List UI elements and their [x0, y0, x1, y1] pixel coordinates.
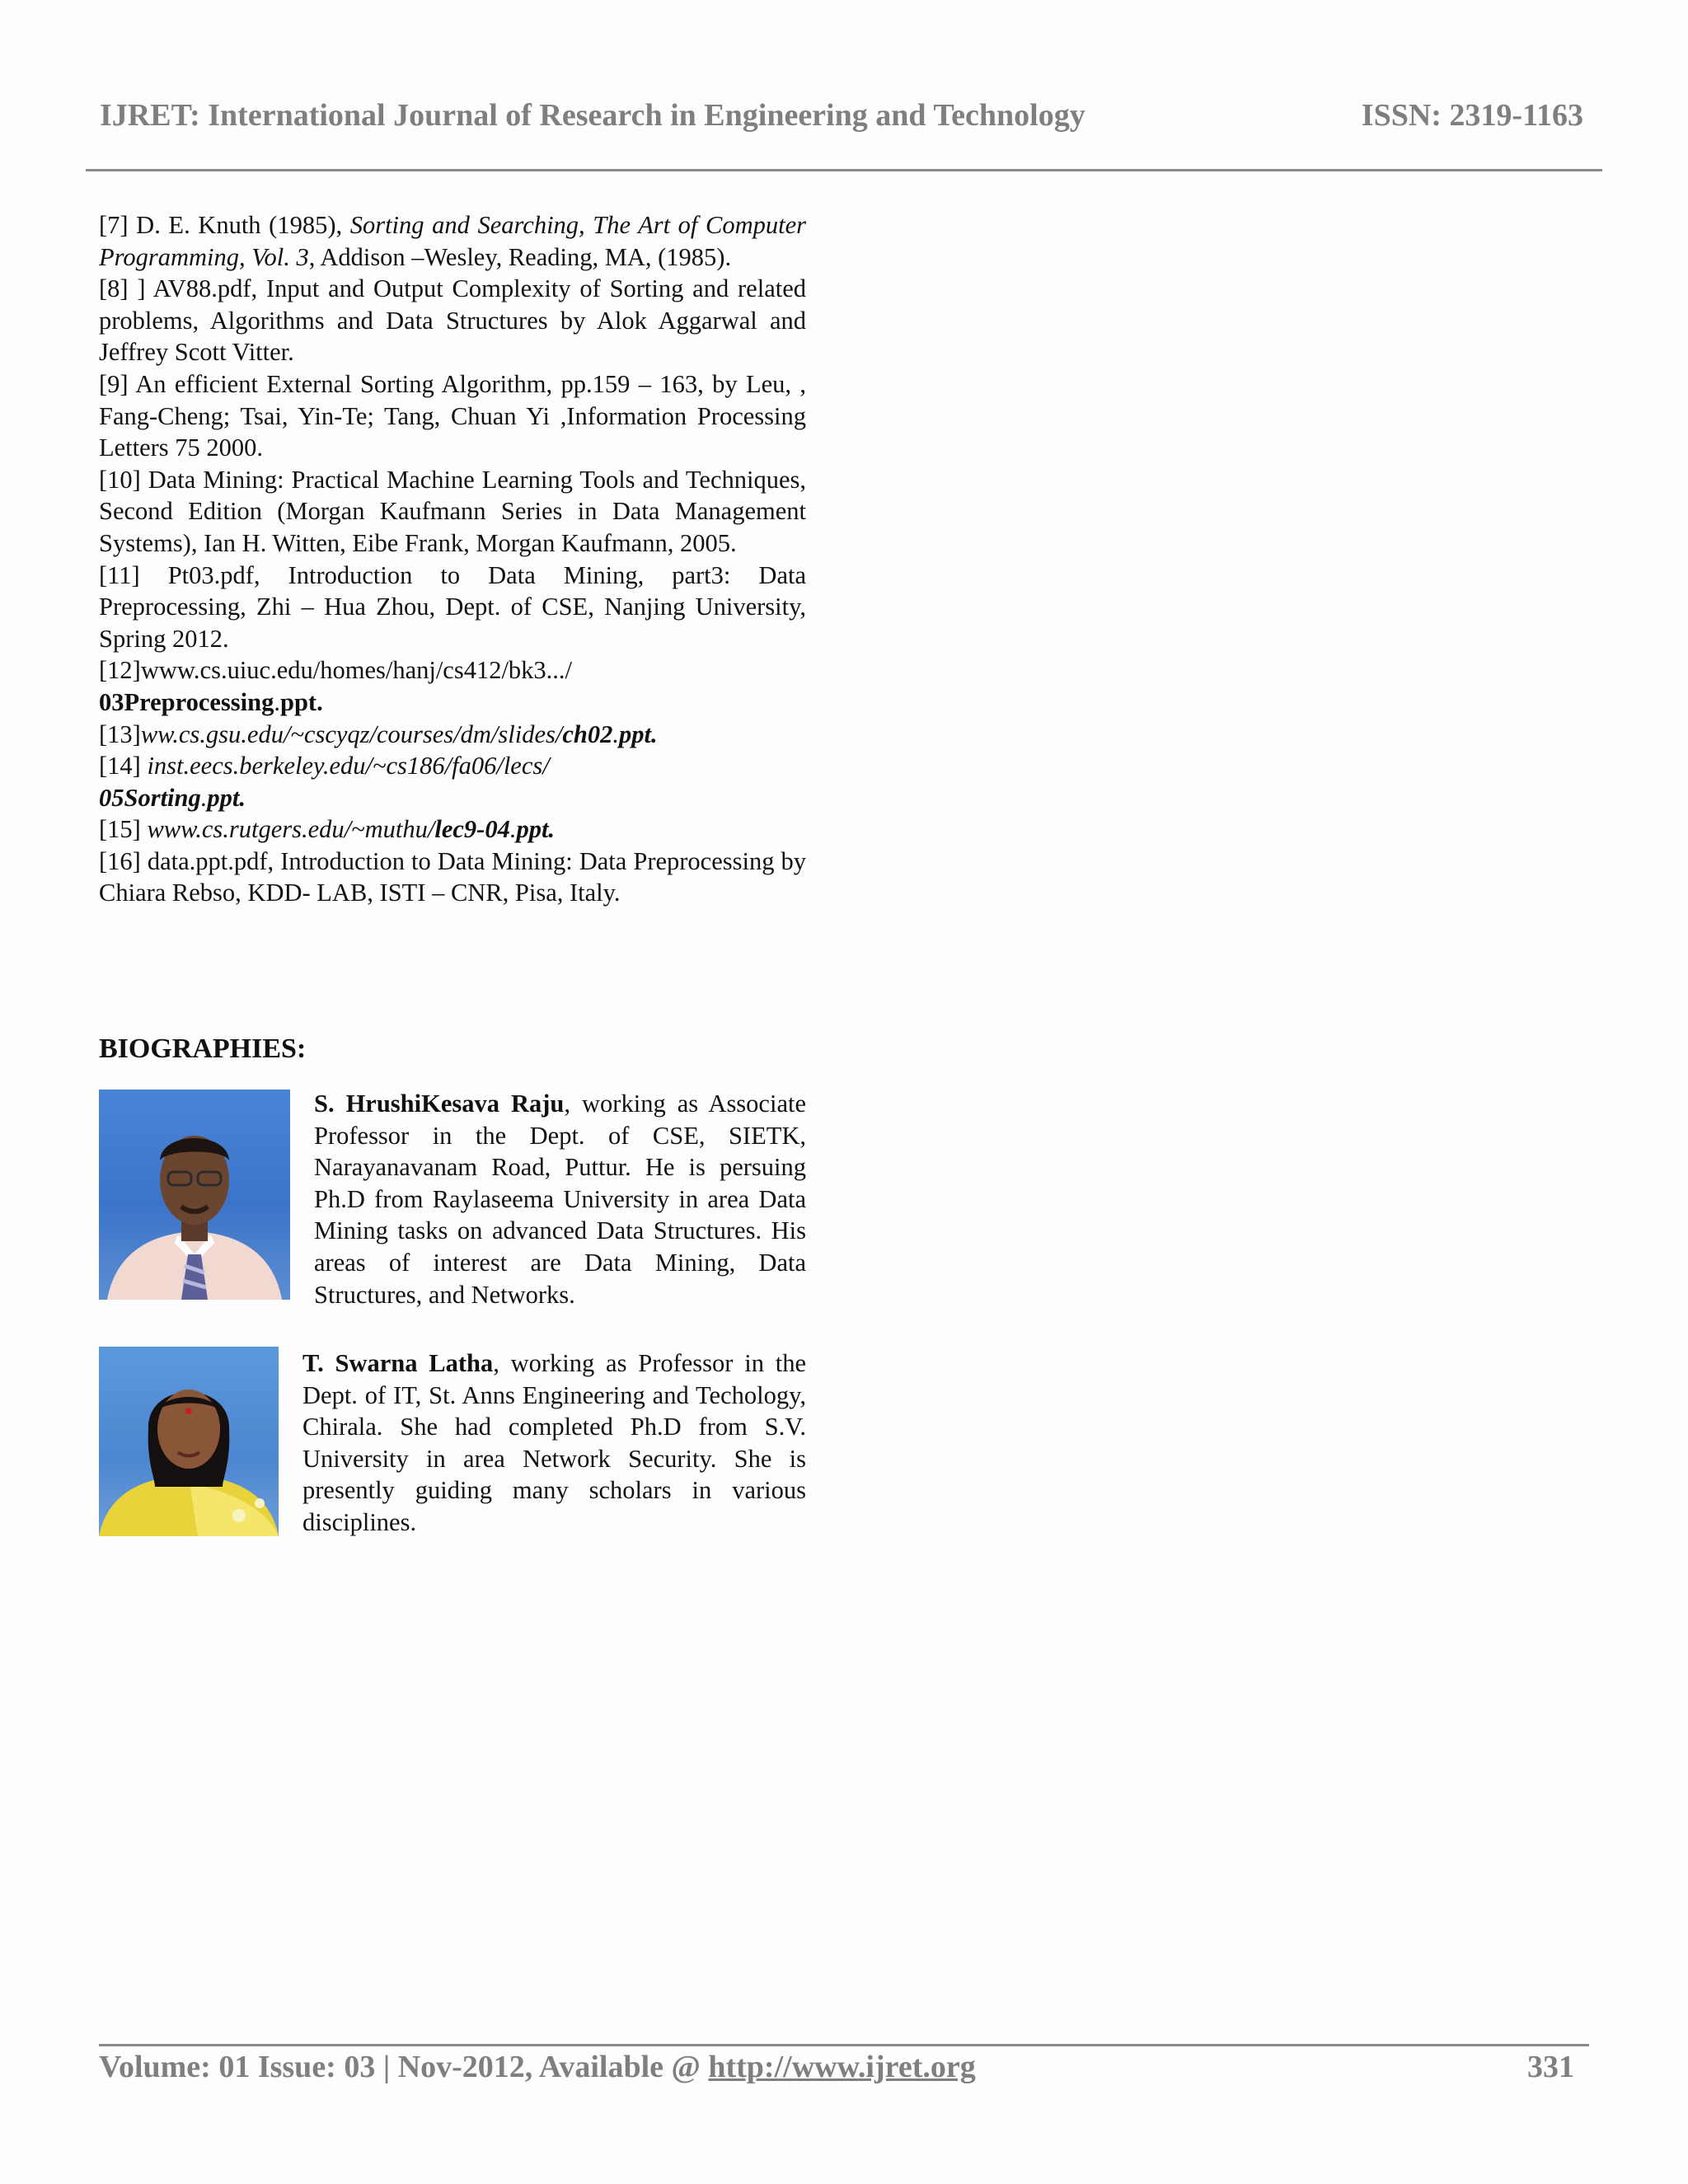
reference-12: [12]www.cs.uiuc.edu/homes/hanj/cs412/bk3.../ 03Preprocessing.ppt.: [99, 656, 573, 716]
reference-15: [15] www.cs.rutgers.edu/~muthu/lec9-04.ppt.: [99, 815, 556, 844]
author-name-raju: S. HrushiKesava Raju: [314, 1090, 565, 1118]
portrait-latha-image: [99, 1347, 279, 1536]
reference-10: [10] Data Mining: Practical Machine Learning Tools and Techniques, Second Edition (Morgan Kaufmann Series in Data Management Systems), Ian H. Witten, Eibe Frank, Morgan Kaufmann, 2005.: [99, 465, 806, 557]
issn-number: ISSN: 2319-1163: [1361, 98, 1583, 133]
reference-9: [9] An efficient External Sorting Algorithm, pp.159 – 163, by Leu, , Fang-Cheng; Tsai, Yin-Te; Tang, Chuan Yi ,Information Processing Letters 75 2000.: [99, 369, 806, 462]
reference-8: [8] ] AV88.pdf, Input and Output Complexity of Sorting and related problems, Algorithms and Data Structures by Alok Aggarwal and Jeffrey Scott Vitter.: [99, 274, 806, 367]
header-divider: [86, 169, 1602, 171]
reference-16: [16] data.ppt.pdf, Introduction to Data Mining: Data Preprocessing by Chiara Rebso, KDD- LAB, ISTI – CNR, Pisa, Italy.: [99, 846, 806, 907]
footer-divider: [99, 2044, 1589, 2046]
references-column: [99, 209, 806, 909]
page-number: 331: [1527, 2050, 1574, 2084]
journal-website-link[interactable]: http://www.ijret.org: [708, 2050, 976, 2084]
biography-raju: S. HrushiKesava Raju, working as Associate Professor in the Dept. of CSE, SIETK, Narayanavanam Road, Puttur. He is persuing Ph.D from Raylaseema University in area Data Mining tasks on advanced Data Structures. His areas of interest are Data Mining, Data Structures, and Networks.: [314, 1090, 806, 1309]
journal-title: IJRET: International Journal of Research in Engineering and Technology: [100, 98, 1085, 133]
biography-latha: T. Swarna Latha, working as Professor in the Dept. of IT, St. Anns Engineering and Techology, Chirala. She had completed Ph.D from S.V. University in area Network Security. She is presently guiding many scholars in various disciplines.: [302, 1349, 806, 1536]
reference-11: [11] Pt03.pdf, Introduction to Data Mining, part3: Data Preprocessing, Zhi – Hua Zhou, Dept. of CSE, Nanjing University, Spring 2012.: [99, 560, 806, 653]
reference-14: [14] inst.eecs.berkeley.edu/~cs186/fa06/lecs/ 05Sorting.ppt.: [99, 752, 550, 812]
volume-info: Volume: 01 Issue: 03 | Nov-2012, Available @ http://www.ijret.org: [99, 2050, 976, 2084]
biographies-heading: BIOGRAPHIES:: [99, 1033, 307, 1064]
author-photo-latha: [99, 1347, 279, 1536]
reference-13: [13]ww.cs.gsu.edu/~cscyqz/courses/dm/slides/ch02.ppt.: [99, 719, 658, 748]
portrait-raju-image: [99, 1090, 290, 1300]
author-photo-raju: [99, 1090, 290, 1300]
author-name-latha: T. Swarna Latha: [302, 1349, 494, 1377]
reference-7: [7] D. E. Knuth (1985), Sorting and Searching, The Art of Computer Programming, Vol. 3, Addison –Wesley, Reading, MA, (1985).: [99, 211, 806, 271]
